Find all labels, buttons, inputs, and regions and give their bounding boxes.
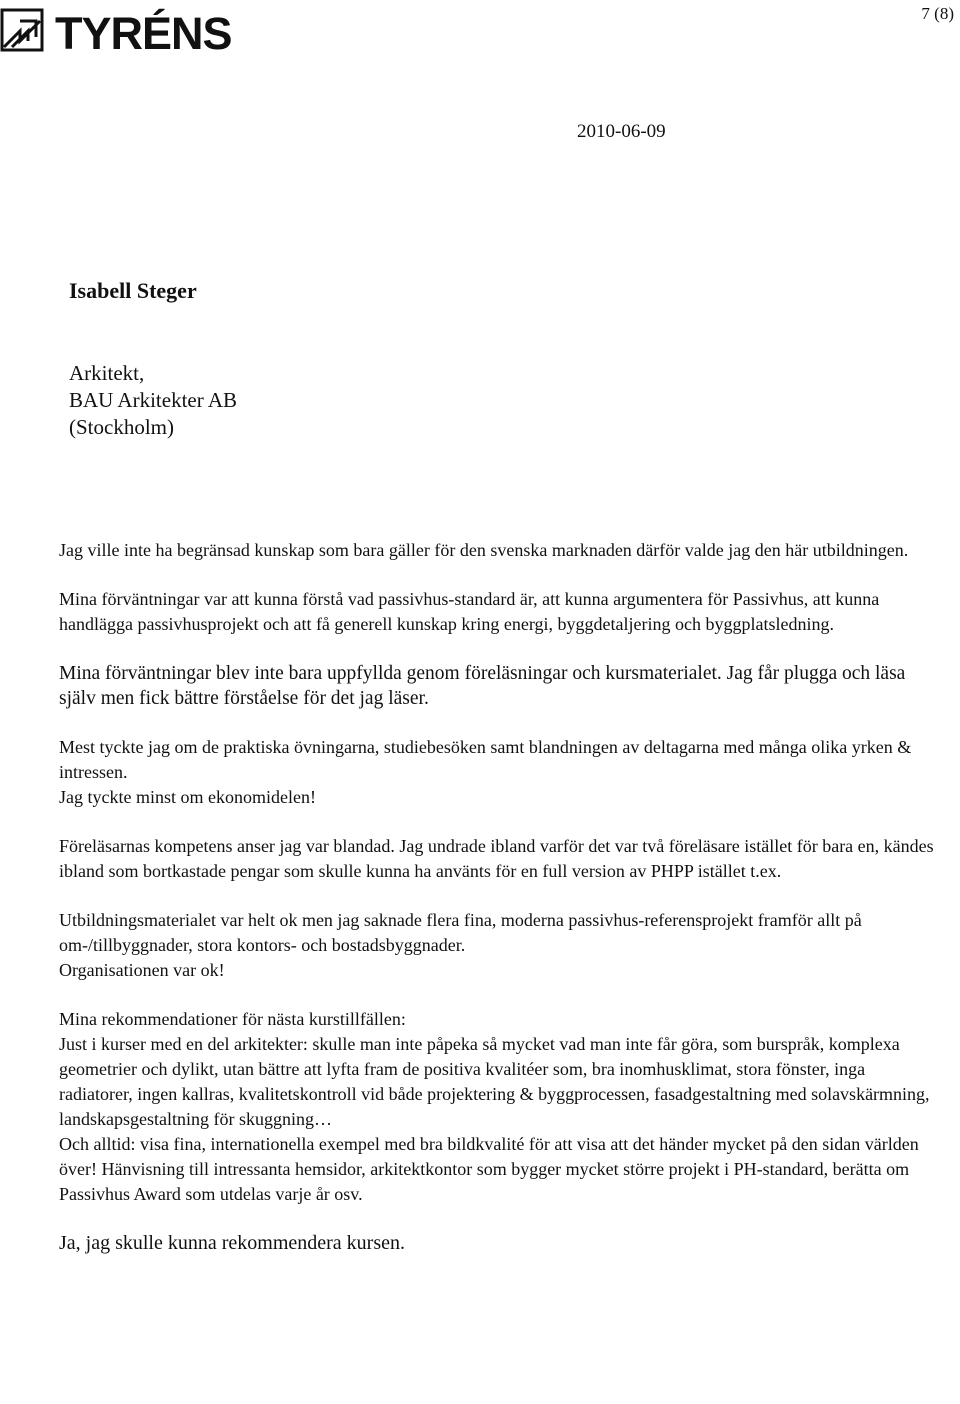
paragraph: Föreläsarnas kompetens anser jag var blandad. Jag undrade ibland varför det var två föreläsare istället för bara en, kändes ibland som bortkastade pengar som skulle kunna ha använts för en full version av PHPP istället t.ex. [59, 836, 934, 881]
brand-wordmark: TYRÉNS [55, 8, 232, 53]
paragraph: Mina förväntningar blev inte bara uppfyllda genom föreläsningar och kursmaterialet. Jag får plugga och läsa själv men fick bättre förståelse för det jag läser. [59, 663, 906, 709]
role-line: (Stockholm) [69, 415, 174, 439]
paragraph: Mina förväntningar var att kunna förstå vad passivhus-standard är, att kunna argumentera för Passivhus, att kunna handlägga passivhusprojekt och att få generell kunskap kring energi, byggdetaljering och byggplatsledning. [59, 589, 880, 634]
paragraph: Jag ville inte ha begränsad kunskap som bara gäller för den svenska marknaden därför valde jag den här utbildningen. [59, 540, 909, 560]
paragraph: Ja, jag skulle kunna rekommendera kursen. [59, 1232, 406, 1254]
company-logo [0, 7, 250, 53]
page-number: 7 (8) [921, 4, 954, 23]
role-line: Arkitekt, [69, 361, 145, 385]
document-body [59, 538, 939, 1256]
paragraph: Utbildningsmaterialet var helt ok men jag saknade flera fina, moderna passivhus-referensprojekt framför allt på om-/tillbyggnader, stora kontors- och bostadsbyggnader. Organisationen var ok! [59, 910, 862, 980]
person-role [69, 360, 237, 441]
document-date: 2010-06-09 [577, 121, 666, 142]
paragraph: Mina rekommendationer för nästa kurstillfällen: Just i kurser med en del arkitekter: skulle man inte påpeka så mycket vad man inte får göra, som burspråk, komplexa geometrier och dylikt, utan bättre att lyfta fram de positiva kvalitéer som, bra inomhusklimat, stora fönster, inga radiatorer, ingen kallras, kvalitetskontroll vid både projektering & byggprocessen, fasadgestaltning med solavskärmning, landskapsgestaltning för skuggning… Och alltid: visa fina, internationella exempel med bra bildkvalité för att visa att det händer mycket på den sidan världen över! Hänvisning till intressanta hemsidor, arkitektkontor som bygger mycket större projekt i PH-standard, berätta om Passivhus Award som utdelas varje år osv. [59, 1009, 930, 1204]
role-line: BAU Arkitekter AB [69, 388, 237, 412]
paragraph: Mest tyckte jag om de praktiska övningarna, studiebesöken samt blandningen av deltagarna med många olika yrken & intressen. Jag tyckte minst om ekonomidelen! [59, 737, 912, 807]
tyrens-logo-icon [0, 7, 250, 53]
person-name: Isabell Steger [69, 278, 197, 303]
